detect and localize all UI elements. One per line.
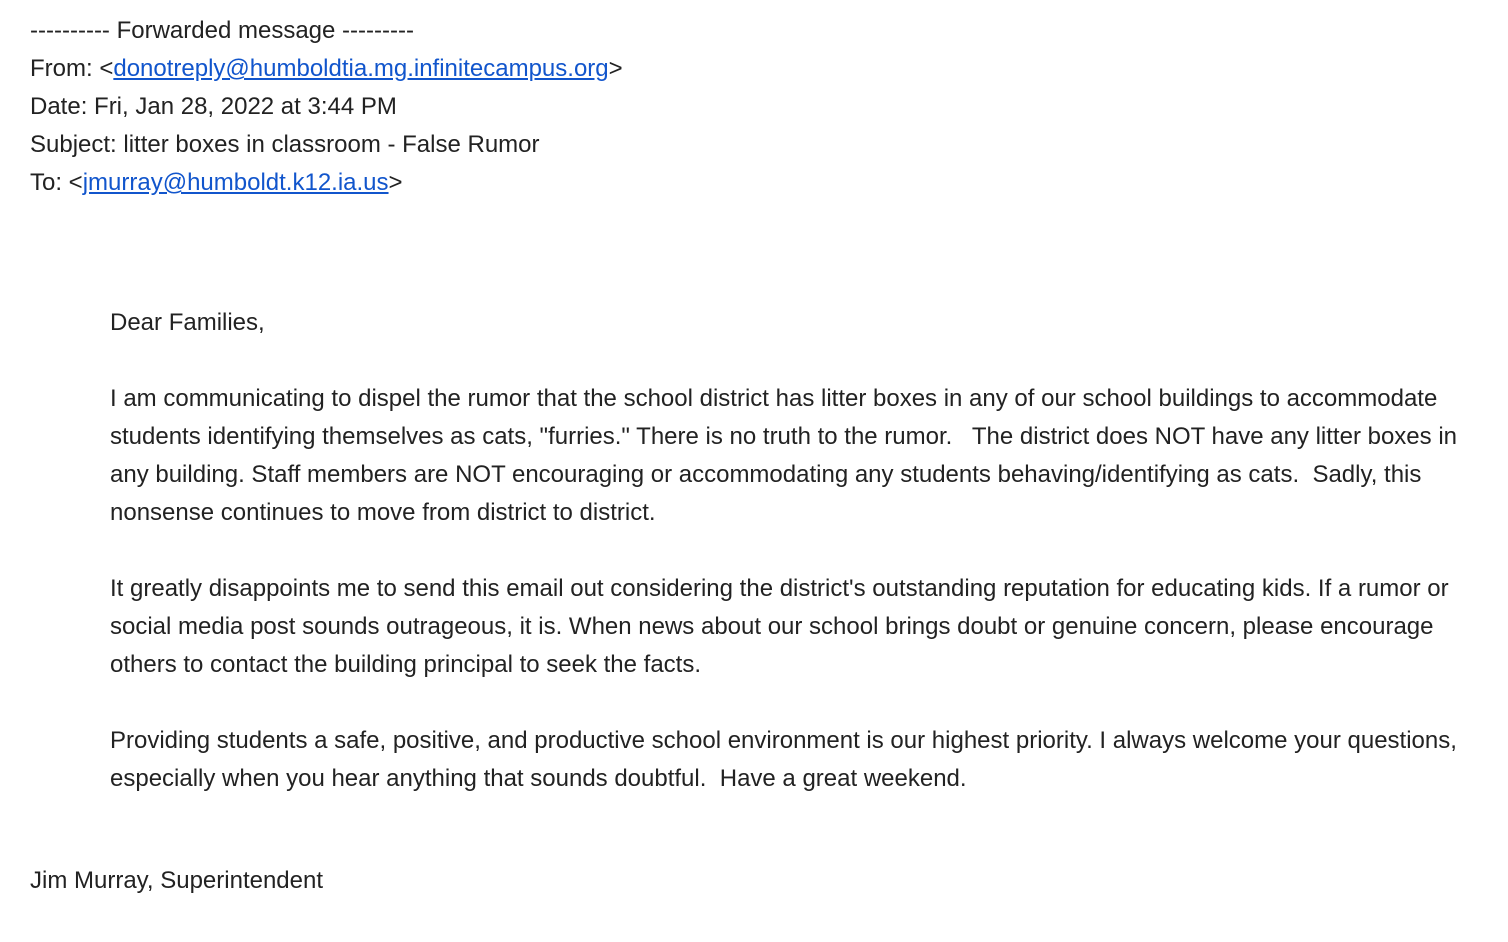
to-line — [30, 164, 403, 202]
body-paragraph-1: I am communicating to dispel the rumor that the school district has litter boxes in any of our school buildings to accommodate students identifying themselves as cats, "furries." There is no truth to the rumor. The district does NOT have any litter boxes in any building. Staff members are NOT encouraging or accommodating any students behaving/identifying as cats. Sadly, this nonsense continues to move from district to district. — [110, 385, 1464, 526]
greeting: Dear Families, — [110, 309, 265, 336]
forwarded-separator: ---------- Forwarded message --------- — [30, 17, 414, 44]
to-label: To: < — [30, 169, 83, 196]
date-line: Date: Fri, Jan 28, 2022 at 3:44 PM — [30, 93, 397, 120]
signature: Jim Murray, Superintendent — [30, 867, 324, 894]
body-paragraph-3: Providing students a safe, positive, and productive school environment is our highest priority. I always welcome your questions, especially when you hear anything that sounds doubtful. Have a great weekend. — [110, 727, 1464, 792]
from-line — [30, 50, 623, 88]
to-email-link[interactable]: jmurray@humboldt.k12.ia.us — [82, 169, 389, 196]
from-label: From: < — [30, 55, 114, 82]
to-close: > — [388, 169, 403, 196]
subject-line: Subject: litter boxes in classroom - False Rumor — [30, 131, 540, 158]
body-paragraph-2: It greatly disappoints me to send this email out considering the district's outstanding reputation for educating kids. If a rumor or social media post sounds outrageous, it is. When news about our school brings doubt or genuine concern, please encourage others to contact the building principal to seek the facts. — [110, 575, 1456, 678]
from-close: > — [608, 55, 623, 82]
from-email-link[interactable]: donotreply@humboldtia.mg.infinitecampus.org — [113, 55, 609, 82]
